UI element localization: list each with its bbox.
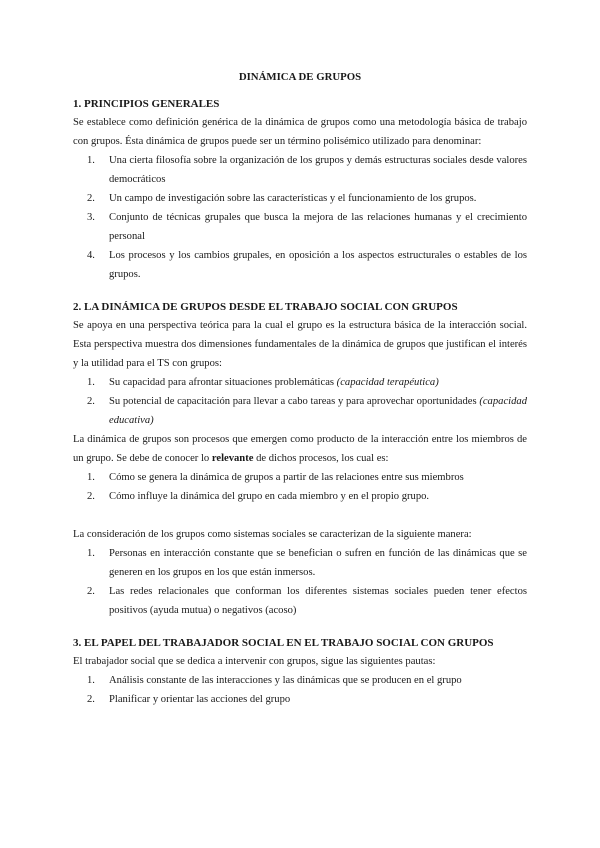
section-heading: 1. PRINCIPIOS GENERALES xyxy=(73,98,220,110)
section-heading: 2. LA DINÁMICA DE GRUPOS DESDE EL TRABAJO SOCIAL CON GRUPOS xyxy=(73,301,458,313)
list-item: 2. Su potencial de capacitación para llevar a cabo tareas y para aprovechar oportunidades (capacidad educativa) xyxy=(87,396,527,426)
numbered-list xyxy=(73,671,527,709)
section-2 xyxy=(73,298,527,620)
paragraph: La dinámica de grupos son procesos que emergen como producto de la interacción entre los miembros de un grupo. Se debe de conocer lo relevante de dichos procesos, los cual es: xyxy=(73,434,527,464)
italic-note: (capacidad terapéutica) xyxy=(336,377,439,388)
section-1 xyxy=(73,95,527,284)
list-item: 2. Planificar y orientar las acciones del grupo xyxy=(87,694,291,705)
section-intro: El trabajador social que se dedica a intervenir con grupos, sigue las siguientes pautas: xyxy=(73,656,436,667)
numbered-list xyxy=(73,468,527,506)
list-item: 3. Conjunto de técnicas grupales que busca la mejora de las relaciones humanas y el crecimiento personal xyxy=(87,212,527,242)
list-item: 2. Cómo influye la dinámica del grupo en cada miembro y en el propio grupo. xyxy=(87,491,430,502)
document-title: DINÁMICA DE GRUPOS xyxy=(238,71,362,83)
numbered-list xyxy=(73,373,527,430)
list-item: 1. Cómo se genera la dinámica de grupos a partir de las relaciones entre sus miembros xyxy=(87,472,464,483)
numbered-list xyxy=(73,151,527,284)
section-3 xyxy=(73,634,527,709)
list-item: 1. Personas en interacción constante que se benefician o sufren en función de las dinámicas que se generen en los grupos en los que están inmersos. xyxy=(87,548,527,578)
list-item: 1. Análisis constante de las interacciones y las dinámicas que se producen en el grupo xyxy=(87,675,462,686)
list-item: 2. Un campo de investigación sobre las características y el funcionamiento de los grupos. xyxy=(87,193,477,204)
paragraph: La consideración de los grupos como sistemas sociales se caracterizan de la siguiente manera: xyxy=(73,529,472,540)
list-item: 1. Su capacidad para afrontar situaciones problemáticas (capacidad terapéutica) xyxy=(87,377,439,388)
section-intro: Se establece como definición genérica de la dinámica de grupos como una metodología básica de trabajo con grupos. Ésta dinámica de grupos puede ser un término polisémico utilizado para denominar: xyxy=(73,117,527,147)
italic-note: (capacidad educativa) xyxy=(109,396,527,426)
numbered-list xyxy=(73,544,527,620)
section-intro: Se apoya en una perspectiva teórica para la cual el grupo es la estructura básica de la interacción social. Esta perspectiva muestra dos dimensiones fundamentales de la dinámica de grupos que justifican el interés y la utilidad para el TS con grupos: xyxy=(73,320,527,369)
section-heading: 3. EL PAPEL DEL TRABAJADOR SOCIAL EN EL TRABAJO SOCIAL CON GRUPOS xyxy=(73,637,494,649)
list-item: 1. Una cierta filosofía sobre la organización de los grupos y demás estructuras sociales desde valores democráticos xyxy=(87,155,527,185)
bold-word: relevante xyxy=(211,453,254,464)
list-item: 4. Los procesos y los cambios grupales, en oposición a los aspectos estructurales o estables de los grupos. xyxy=(87,250,527,280)
list-item: 2. Las redes relacionales que conforman los diferentes sistemas sociales pueden tener efectos positivos (ayuda mutua) o negativos (acoso) xyxy=(87,586,527,616)
